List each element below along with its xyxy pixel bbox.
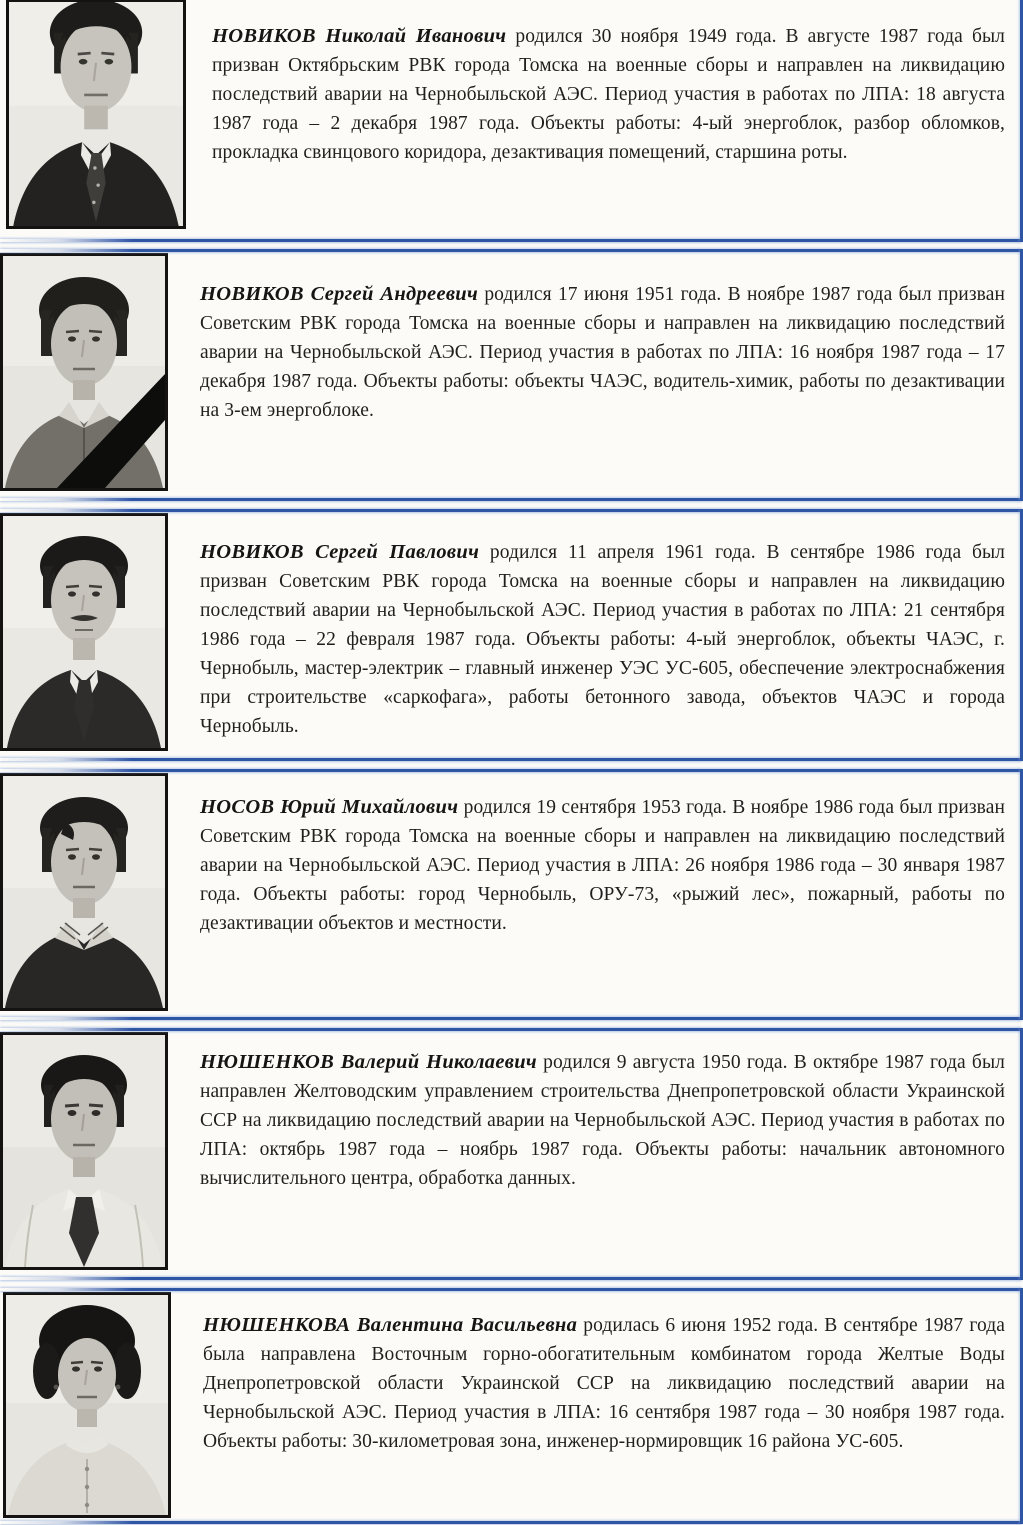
bio-text [212,0,1005,167]
frame-top-line [0,769,1021,772]
frame-bottom-line [0,1521,1021,1524]
bio-body: родился 19 сентября 1953 года. В ноябре 1986 года был призван Советским РВК города Томска на военные сборы и направлен на ликвидацию последствий аварии на Чернобыльской АЭС. Период участия в ЛПА: 26 ноября 1986 года – 30 января 1987 года. Объекты работы: город Чернобыль, ОРУ-73, «рыжий лес», пожарный, работы по дезактивации объектов и местности. [200,797,1005,934]
bio-text [200,249,1005,425]
frame-bottom-line [0,498,1021,501]
frame-bottom-line [0,1017,1021,1020]
frame-bottom-line [0,1277,1021,1280]
portrait-man-sweater-icon [3,776,165,1008]
liquidator-entry [0,509,1023,761]
frame-bottom-line [0,758,1021,761]
portrait-man-white-shirt-icon [3,1035,165,1267]
person-name: НЮШЕНКОВА Валентина Васильевна [203,1314,578,1336]
portrait-photo [0,773,168,1011]
portrait-woman-icon [6,1295,168,1515]
portrait-photo [0,1032,168,1270]
bio-text [200,1028,1005,1193]
frame-top-line [0,1028,1021,1031]
bio-body: родился 17 июня 1951 года. В ноябре 1987 года был призван Советским РВК города Томска на военные сборы и направлен на ликвидацию последствий аварии на Чернобыльской АЭС. Период участия в работах по ЛПА: 16 ноября 1987 года – 17 декабря 1987 года. Объекты работы: объекты ЧАЭС, водитель-химик, работы по дезактивации на 3-ем энергоблоке. [200,284,1005,421]
bio-body: родился 11 апреля 1961 года. В сентябре 1986 года был призван Советским РВК города Томска на военные сборы и направлен на ликвидацию последствий аварии на Чернобыльской АЭС. Период участия в работах по ЛПА: 21 сентября 1986 года – 22 февраля 1987 года. Объекты работы: 4-ый энергоблок, объекты ЧАЭС, г. Чернобыль, мастер-электрик – главный инженер УЭС УС-605, обеспечение электроснабжения при строительстве «саркофага», работы бетонного завода, объектов ЧАЭС и города Чернобыль. [200,542,1005,737]
frame-top-line [0,509,1021,512]
bio-body: родился 9 августа 1950 года. В октябре 1987 года был направлен Желтоводским управлением строительства Днепропетровской области Украинской ССР на ликвидацию последствий аварии на Чернобыльской АЭС. Период участия в работах по ЛПА: октябрь 1987 года – ноябрь 1987 года. Объекты работы: начальник автономного вычислительного центра, обработка данных. [200,1052,1005,1189]
portrait-man-mustache-icon [3,516,165,748]
liquidator-entry [0,249,1023,501]
person-name: НЮШЕНКОВ Валерий Николаевич [200,1051,537,1073]
frame-top-line [0,249,1021,252]
person-name: НОВИКОВ Сергей Павлович [200,541,480,563]
bio-text [200,769,1005,938]
frame-bottom-line [0,239,1021,242]
portrait-photo [6,0,186,229]
portrait-photo [0,253,168,491]
liquidator-entry [0,1028,1023,1280]
bio-text [203,1288,1005,1456]
liquidator-entry [0,769,1023,1020]
portrait-man-ribbon-icon [3,256,165,488]
frame-top-line [0,1288,1021,1291]
portrait-photo [0,513,168,751]
liquidator-entry [0,0,1023,242]
portrait-man-suit-icon [9,2,183,226]
person-name: НОВИКОВ Сергей Андреевич [200,283,479,305]
bio-body: родился 30 ноября 1949 года. В августе 1987 года был призван Октябрьским РВК города Томска на военные сборы и направлен на ликвидацию последствий аварии на Чернобыльской АЭС. Период участия в работах по ЛПА: 18 августа 1987 года – 2 декабря 1987 года. Объекты работы: 4-ый энергоблок, разбор обломков, прокладка свинцового коридора, дезактивация помещений, старшина роты. [212,26,1005,163]
liquidator-entry [0,1288,1023,1524]
person-name: НОВИКОВ Николай Иванович [212,25,507,47]
bio-text [200,509,1005,741]
portrait-photo [3,1292,171,1518]
person-name: НОСОВ Юрий Михайлович [200,796,459,818]
bio-body: родилась 6 июня 1952 года. В сентябре 1987 года была направлена Восточным горно-обогатительным комбинатом города Желтые Воды Днепропетровской области Украинской ССР на ликвидацию последствий аварии на Чернобыльской АЭС. Период участия в ЛПА: 16 сентября 1987 года – 30 ноября 1987 года. Объекты работы: 30-километровая зона, инженер-нормировщик 16 района УС-605. [203,1315,1006,1452]
